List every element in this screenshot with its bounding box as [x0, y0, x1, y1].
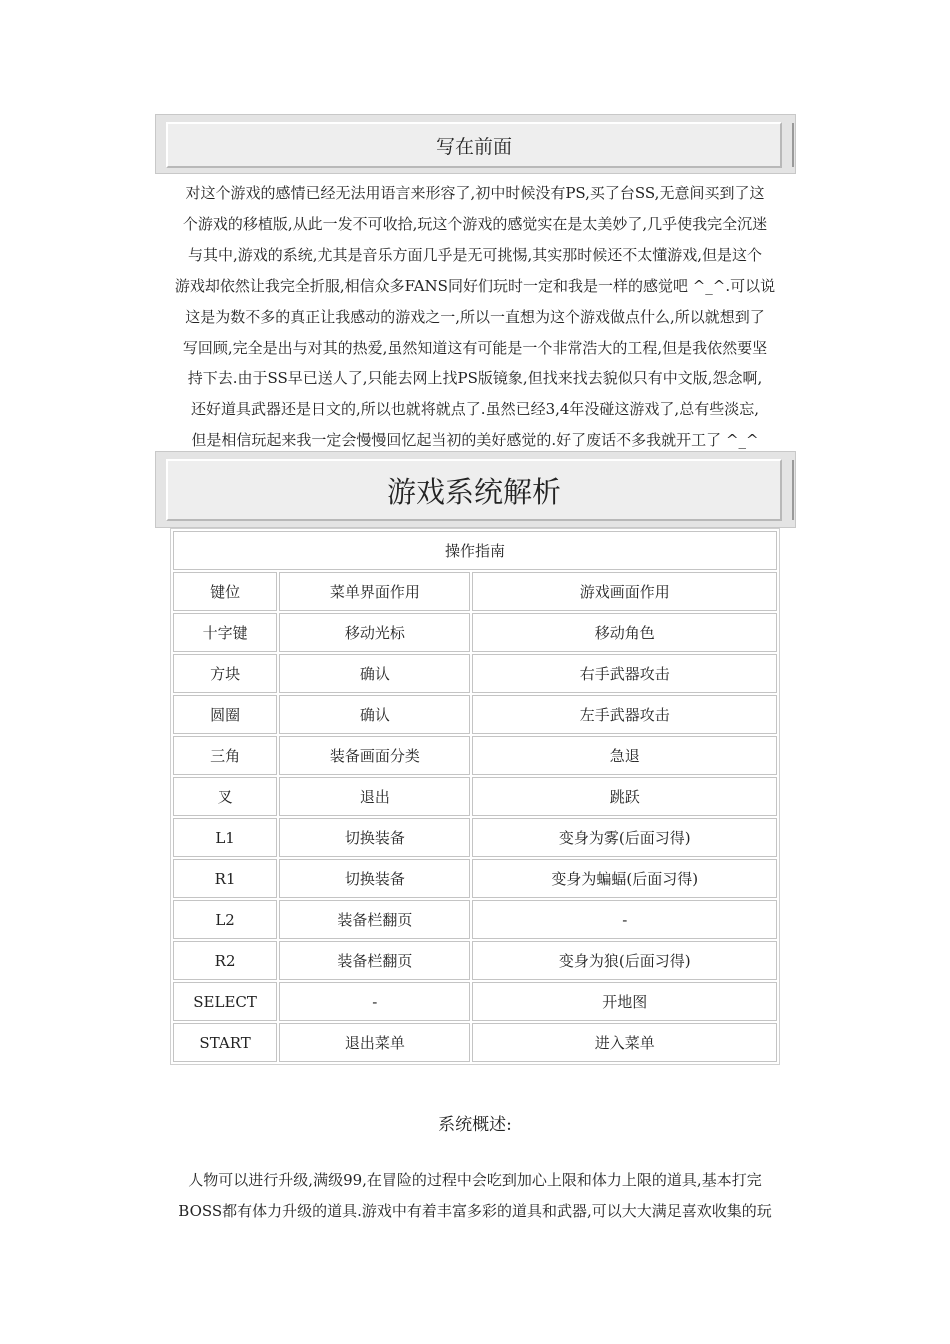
section-title-preface: 写在前面: [166, 122, 782, 168]
table-row: [173, 1023, 777, 1062]
game-action-cell: -: [472, 900, 777, 939]
banner-divider: [792, 460, 794, 520]
section-banner-preface: [155, 114, 796, 174]
menu-action-cell: 确认: [279, 654, 470, 693]
table-header-row: [173, 572, 777, 611]
key-cell: 方块: [173, 654, 277, 693]
game-action-cell: 移动角色: [472, 613, 777, 652]
menu-action-cell: 退出菜单: [279, 1023, 470, 1062]
game-action-cell: 变身为雾(后面习得): [472, 818, 777, 857]
menu-action-cell: 装备栏翻页: [279, 900, 470, 939]
intro-paragraph: [140, 178, 810, 456]
table-row: [173, 736, 777, 775]
section-title-system: 游戏系统解析: [166, 459, 782, 521]
menu-action-cell: 装备画面分类: [279, 736, 470, 775]
overview-line: BOSS都有体力升级的道具.游戏中有着丰富多彩的道具和武器,可以大大满足喜欢收集的玩: [178, 1201, 772, 1220]
game-action-cell: 开地图: [472, 982, 777, 1021]
controls-table: [170, 528, 780, 1065]
section-banner-system: [155, 451, 796, 528]
table-row: [173, 613, 777, 652]
header-key: 键位: [173, 572, 277, 611]
menu-action-cell: 退出: [279, 777, 470, 816]
game-action-cell: 右手武器攻击: [472, 654, 777, 693]
intro-line: 但是相信玩起来我一定会慢慢回忆起当初的美好感觉的.好了废话不多我就开工了 ^_^: [191, 431, 759, 450]
menu-action-cell: -: [279, 982, 470, 1021]
table-row: [173, 859, 777, 898]
intro-line: 个游戏的移植版,从此一发不可收拾,玩这个游戏的感觉实在是太美妙了,几乎使我完全沉迷: [182, 214, 768, 233]
game-action-cell: 进入菜单: [472, 1023, 777, 1062]
game-action-cell: 变身为狼(后面习得): [472, 941, 777, 980]
key-cell: 三角: [173, 736, 277, 775]
table-row: [173, 900, 777, 939]
overview-paragraph: [140, 1165, 810, 1227]
key-cell: SELECT: [173, 982, 277, 1021]
menu-action-cell: 切换装备: [279, 859, 470, 898]
table-row: [173, 818, 777, 857]
table-row: [173, 941, 777, 980]
key-cell: R2: [173, 941, 277, 980]
banner-divider: [792, 123, 794, 167]
menu-action-cell: 装备栏翻页: [279, 941, 470, 980]
key-cell: 圆圈: [173, 695, 277, 734]
intro-line: 对这个游戏的感情已经无法用语言来形容了,初中时候没有PS,买了台SS,无意间买到了这: [185, 184, 765, 202]
key-cell: START: [173, 1023, 277, 1062]
table-row: [173, 777, 777, 816]
key-cell: 十字键: [173, 613, 277, 652]
intro-line: 持下去.由于SS早已送人了,只能去网上找PS版镜象,但找来找去貌似只有中文版,怨念啊,: [187, 369, 763, 388]
intro-line: 写回顾,完全是出与对其的热爱,虽然知道这有可能是一个非常浩大的工程,但是我依然要坚: [182, 338, 768, 357]
menu-action-cell: 确认: [279, 695, 470, 734]
intro-line: 游戏却依然让我完全折服,相信众多FANS同好们玩时一定和我是一样的感觉吧 ^_^.可以说: [174, 276, 776, 295]
table-caption-row: [173, 531, 777, 570]
header-menu-action: 菜单界面作用: [279, 572, 470, 611]
header-game-action: 游戏画面作用: [472, 572, 777, 611]
key-cell: L1: [173, 818, 277, 857]
table-caption: 操作指南: [173, 531, 777, 570]
intro-line: 这是为数不多的真正让我感动的游戏之一,所以一直想为这个游戏做点什么,所以就想到了: [185, 307, 765, 326]
game-action-cell: 跳跃: [472, 777, 777, 816]
key-cell: R1: [173, 859, 277, 898]
table-row: [173, 982, 777, 1021]
menu-action-cell: 移动光标: [279, 613, 470, 652]
overview-heading: 系统概述:: [438, 1115, 512, 1135]
game-action-cell: 变身为蝙蝠(后面习得): [472, 859, 777, 898]
intro-line: 与其中,游戏的系统,尤其是音乐方面几乎是无可挑惕,其实那时候还不太懂游戏,但是这个: [187, 245, 763, 264]
table-row: [173, 695, 777, 734]
table-row: [173, 654, 777, 693]
intro-line: 还好道具武器还是日文的,所以也就将就点了.虽然已经3,4年没碰这游戏了,总有些淡忘,: [191, 400, 759, 419]
key-cell: L2: [173, 900, 277, 939]
overview-line: 人物可以进行升级,满级99,在冒险的过程中会吃到加心上限和体力上限的道具,基本打完: [188, 1171, 762, 1189]
game-action-cell: 急退: [472, 736, 777, 775]
game-action-cell: 左手武器攻击: [472, 695, 777, 734]
key-cell: 叉: [173, 777, 277, 816]
menu-action-cell: 切换装备: [279, 818, 470, 857]
